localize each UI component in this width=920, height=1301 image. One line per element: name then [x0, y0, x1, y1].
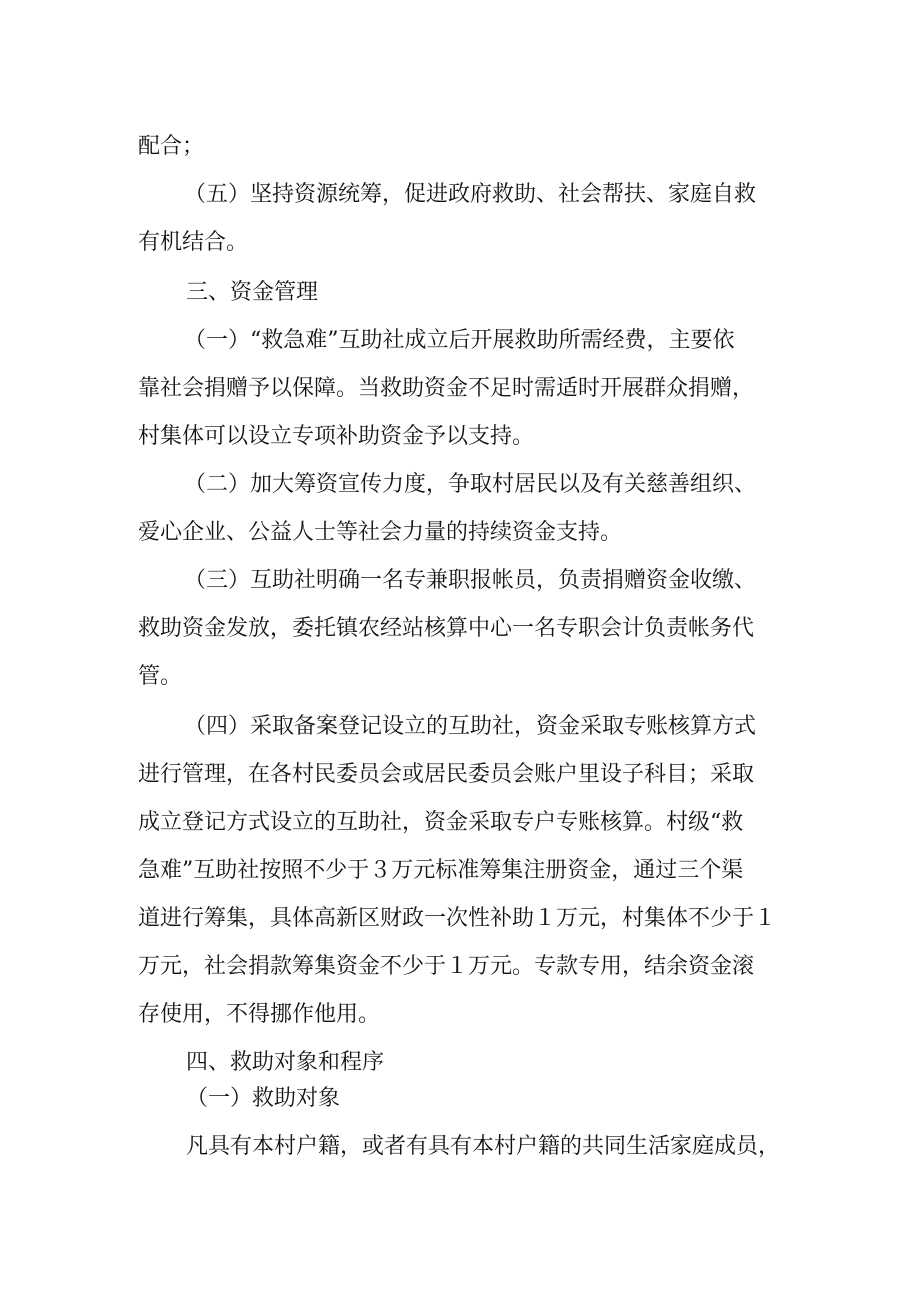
paragraph-line: 配合；	[138, 134, 205, 159]
paragraph-line: 有机结合。	[138, 230, 249, 255]
paragraph-line: 急难”互助社按照不少于３万元标准筹集注册资金，通过三个渠	[138, 858, 744, 883]
paragraph-line: （二）加大筹资宣传力度，争取村居民以及有关慈善组织、	[184, 472, 757, 497]
paragraph-line: 道进行筹集，具体高新区财政一次性补助１万元，村集体不少于１	[138, 906, 777, 931]
paragraph-line: 管。	[138, 664, 183, 689]
subsection-heading: （一）救助对象	[186, 1086, 341, 1111]
paragraph-line: 村集体可以设立专项补助资金予以支持。	[138, 424, 535, 449]
paragraph-line: 进行管理，在各村民委员会或居民委员会账户里设子科目；采取	[138, 762, 755, 787]
paragraph-line: 存使用，不得挪作他用。	[138, 1002, 381, 1027]
section-heading: 四、救助对象和程序	[186, 1050, 385, 1075]
paragraph-line: （一）“救急难”互助社成立后开展救助所需经费，主要依	[184, 328, 735, 353]
paragraph-line: 爱心企业、公益人士等社会力量的持续资金支持。	[138, 520, 623, 545]
paragraph-line: 凡具有本村户籍，或者有具有本村户籍的共同生活家庭成员，	[186, 1134, 781, 1159]
paragraph-line: 救助资金发放，委托镇农经站核算中心一名专职会计负责帐务代	[138, 616, 755, 641]
section-heading: 三、资金管理	[186, 280, 319, 305]
paragraph-line: 成立登记方式设立的互助社，资金采取专户专账核算。村级“救	[138, 810, 744, 835]
paragraph-line: 万元，社会捐款筹集资金不少于１万元。专款专用，结余资金滚	[138, 954, 755, 979]
paragraph-line: （三）互助社明确一名专兼职报帐员，负责捐赠资金收缴、	[184, 568, 757, 593]
paragraph-line: （五）坚持资源统筹，促进政府救助、社会帮扶、家庭自救	[184, 182, 757, 207]
paragraph-line: （四）采取备案登记设立的互助社，资金采取专账核算方式	[184, 714, 757, 739]
paragraph-line: 靠社会捐赠予以保障。当救助资金不足时需适时开展群众捐赠，	[138, 376, 755, 401]
